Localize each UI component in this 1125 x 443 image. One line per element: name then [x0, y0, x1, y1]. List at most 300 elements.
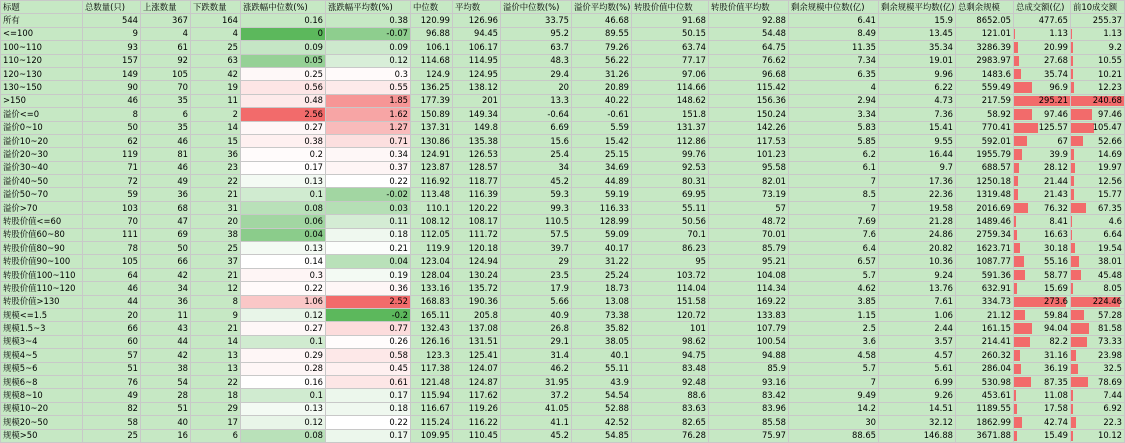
table-cell: 150.24	[709, 108, 789, 121]
heat-cell: 0.61	[326, 375, 411, 388]
table-cell: 107.79	[709, 322, 789, 335]
heat-cell: 0.12	[326, 54, 411, 67]
table-cell: 16.44	[879, 148, 956, 161]
column-header[interactable]: 总数量(只)	[83, 1, 141, 14]
table-cell: 7	[789, 175, 879, 188]
table-cell: 131.37	[632, 121, 709, 134]
bar-cell	[1071, 335, 1125, 348]
bar-value: 82.2	[1049, 336, 1068, 346]
bar-cell	[1014, 322, 1071, 335]
bar-cell	[1071, 282, 1125, 295]
table-cell: 5.7	[789, 268, 879, 281]
bar-cell	[1071, 349, 1125, 362]
column-header[interactable]: 转股价值平均数	[709, 1, 789, 14]
table-cell: 123.87	[411, 161, 453, 174]
bar-value: 78.69	[1098, 377, 1122, 387]
bar-cell	[1071, 242, 1125, 255]
volume-bar	[1071, 243, 1075, 253]
table-cell: 20.89	[572, 81, 632, 94]
bar-cell	[1071, 161, 1125, 174]
row-label: 规模5~6	[1, 362, 83, 375]
volume-bar	[1071, 149, 1074, 159]
table-cell: 133.83	[709, 308, 789, 321]
heat-cell: 0.18	[326, 228, 411, 241]
table-cell: 40.9	[501, 308, 572, 321]
table-row	[1, 175, 1125, 188]
bar-value: 94.04	[1044, 323, 1068, 333]
table-row	[1, 416, 1125, 429]
table-cell: 2.94	[789, 94, 879, 107]
table-cell: 4	[191, 27, 241, 40]
bar-value: 52.66	[1098, 136, 1122, 146]
bar-cell	[1014, 134, 1071, 147]
table-cell: 367	[141, 14, 191, 27]
table-cell: 25	[191, 41, 241, 54]
volume-bar	[1014, 176, 1018, 186]
row-label: 规模<=1.5	[1, 308, 83, 321]
heat-cell: 0.27	[241, 121, 326, 134]
table-cell: 58	[83, 416, 141, 429]
table-cell: 38.05	[572, 335, 632, 348]
table-cell: 150.89	[411, 108, 453, 121]
table-cell: 49	[83, 389, 141, 402]
table-cell: 25.24	[572, 268, 632, 281]
table-row	[1, 215, 1125, 228]
table-cell: 29	[501, 255, 572, 268]
row-label: 规模6~8	[1, 375, 83, 388]
table-cell: 31	[191, 201, 241, 214]
table-cell: 9.49	[789, 389, 879, 402]
table-cell: 6.69	[501, 121, 572, 134]
bar-value: 15.69	[1044, 283, 1068, 293]
table-cell: 41.1	[501, 416, 572, 429]
table-row	[1, 148, 1125, 161]
table-cell: 8.5	[789, 188, 879, 201]
bar-value: 6.92	[1103, 403, 1122, 413]
table-cell: 13.3	[501, 94, 572, 107]
table-cell: 112.05	[411, 228, 453, 241]
table-cell: 36	[191, 148, 241, 161]
table-cell: 57	[83, 349, 141, 362]
table-cell: 95.21	[709, 255, 789, 268]
bar-cell	[1071, 322, 1125, 335]
column-header[interactable]: 涨跌幅中位数(%)	[241, 1, 326, 14]
table-cell: 9.96	[879, 67, 956, 80]
table-cell: 59.09	[572, 228, 632, 241]
column-header[interactable]: 中位数	[411, 1, 453, 14]
column-header[interactable]: 溢价平均数(%)	[572, 1, 632, 14]
table-cell: 7	[789, 201, 879, 214]
bar-cell	[1071, 54, 1125, 67]
table-cell: 8	[191, 295, 241, 308]
table-cell: 4	[141, 27, 191, 40]
bar-value: 73.33	[1098, 336, 1122, 346]
bar-value: 38.01	[1098, 256, 1122, 266]
bar-cell	[1071, 121, 1125, 134]
table-cell: 83.42	[709, 389, 789, 402]
table-cell: 2759.34	[956, 228, 1014, 241]
table-cell: 43	[141, 322, 191, 335]
volume-bar	[1071, 230, 1072, 240]
bar-value: 10.21	[1098, 69, 1122, 79]
table-cell: 92.88	[709, 14, 789, 27]
bar-cell	[1071, 416, 1125, 429]
table-cell: 334.73	[956, 295, 1014, 308]
table-cell: 6.2	[789, 148, 879, 161]
table-cell: 2983.97	[956, 54, 1014, 67]
row-label: 转股价值<=60	[1, 215, 83, 228]
table-cell: 21	[191, 322, 241, 335]
bar-value: 10.55	[1098, 55, 1122, 65]
bar-cell	[1014, 389, 1071, 402]
table-cell: 55.11	[632, 201, 709, 214]
table-cell: 44.89	[572, 175, 632, 188]
bar-value: 7.44	[1103, 390, 1122, 400]
column-header[interactable]: 剩余规模中位数(亿)	[789, 1, 879, 14]
column-header[interactable]: 总成交额(亿)	[1014, 1, 1071, 14]
volume-bar	[1071, 82, 1074, 92]
heat-cell: 0.3	[326, 67, 411, 80]
table-cell: 168.83	[411, 295, 453, 308]
bar-cell	[1014, 81, 1071, 94]
volume-bar	[1071, 390, 1073, 400]
table-cell: 114.95	[453, 54, 501, 67]
table-row	[1, 121, 1125, 134]
table-cell: 70	[83, 215, 141, 228]
table-cell: 169.22	[709, 295, 789, 308]
table-cell: 59.3	[501, 188, 572, 201]
heat-cell: 0.11	[326, 215, 411, 228]
table-cell: 85.58	[709, 416, 789, 429]
table-cell: 260.32	[956, 349, 1014, 362]
row-label: <=100	[1, 27, 83, 40]
table-cell: 76.28	[632, 429, 709, 442]
bar-cell	[1014, 308, 1071, 321]
table-row	[1, 228, 1125, 241]
table-cell: 95	[632, 255, 709, 268]
volume-bar	[1014, 123, 1038, 133]
table-cell: 3.85	[789, 295, 879, 308]
heat-cell: 0.36	[326, 282, 411, 295]
volume-bar	[1071, 364, 1078, 374]
heat-cell: 0.19	[326, 268, 411, 281]
table-cell: 45.2	[501, 429, 572, 442]
bar-value: 273.6	[1044, 296, 1068, 306]
table-cell: 106.1	[411, 41, 453, 54]
table-cell: 7.6	[789, 228, 879, 241]
table-cell: 137.31	[411, 121, 453, 134]
table-cell: 19	[191, 81, 241, 94]
volume-bar	[1071, 283, 1073, 293]
bar-value: 14.69	[1098, 149, 1122, 159]
bar-value: 97.46	[1044, 109, 1068, 119]
volume-bar	[1071, 216, 1072, 226]
bar-value: 96.9	[1049, 82, 1068, 92]
table-cell: 4.58	[789, 349, 879, 362]
table-row	[1, 375, 1125, 388]
table-cell: 20	[501, 81, 572, 94]
volume-bar	[1071, 270, 1081, 280]
volume-bar	[1014, 256, 1024, 266]
heat-cell: 0.12	[241, 308, 326, 321]
bar-cell	[1071, 255, 1125, 268]
table-row	[1, 255, 1125, 268]
table-cell: 96.68	[709, 67, 789, 80]
table-cell: 96.88	[411, 27, 453, 40]
table-cell: 21	[191, 188, 241, 201]
table-cell: 15	[191, 134, 241, 147]
table-row	[1, 161, 1125, 174]
table-cell: 75.97	[709, 429, 789, 442]
table-cell: 116.67	[411, 402, 453, 415]
table-row	[1, 362, 1125, 375]
table-cell: 99.3	[501, 201, 572, 214]
table-cell: 113.48	[411, 188, 453, 201]
bar-cell	[1014, 121, 1071, 134]
table-cell: 106.17	[453, 41, 501, 54]
table-cell: 120.18	[453, 242, 501, 255]
heat-cell: 1.85	[326, 94, 411, 107]
table-cell: 21	[191, 268, 241, 281]
heat-cell: 0.56	[241, 81, 326, 94]
table-cell: 62	[83, 134, 141, 147]
table-cell: 46.2	[501, 362, 572, 375]
table-cell: 94.88	[709, 349, 789, 362]
table-cell: 22	[191, 375, 241, 388]
table-cell: 146.88	[879, 429, 956, 442]
table-cell: 103.72	[632, 268, 709, 281]
bar-cell	[1071, 228, 1125, 241]
bar-cell	[1014, 27, 1071, 40]
table-cell: 48.72	[709, 215, 789, 228]
table-cell: 149.8	[453, 121, 501, 134]
table-cell: 64	[83, 268, 141, 281]
table-cell: 44	[83, 295, 141, 308]
volume-bar	[1071, 163, 1075, 173]
column-header[interactable]: 转股价值中位数	[632, 1, 709, 14]
row-label: 转股价值110~120	[1, 282, 83, 295]
table-row	[1, 188, 1125, 201]
table-cell: 11	[141, 308, 191, 321]
row-label: 规模10~20	[1, 402, 83, 415]
row-label: 溢价40~50	[1, 175, 83, 188]
table-cell: 86.23	[632, 242, 709, 255]
table-cell: 29	[191, 402, 241, 415]
table-cell: 453.61	[956, 389, 1014, 402]
table-cell: 10.36	[879, 255, 956, 268]
bar-cell	[1071, 402, 1125, 415]
table-cell: 35	[141, 94, 191, 107]
table-cell: 73.19	[709, 188, 789, 201]
table-cell: 128.57	[453, 161, 501, 174]
volume-bar	[1071, 123, 1094, 133]
table-cell: 1.15	[789, 308, 879, 321]
column-header[interactable]: 标题	[1, 1, 83, 14]
table-cell: 6	[141, 108, 191, 121]
volume-bar	[1014, 350, 1020, 360]
volume-bar	[1014, 390, 1016, 400]
table-row	[1, 134, 1125, 147]
table-cell: 121.48	[411, 375, 453, 388]
bar-cell	[1014, 215, 1071, 228]
table-cell: 40	[141, 416, 191, 429]
volume-bar	[1014, 310, 1025, 320]
table-cell: 95.2	[501, 27, 572, 40]
column-header[interactable]: 涨跌幅平均数(%)	[326, 1, 411, 14]
table-cell: 114.66	[632, 81, 709, 94]
table-cell: 201	[453, 94, 501, 107]
table-cell: 161.15	[956, 322, 1014, 335]
heat-cell: 0.26	[326, 335, 411, 348]
table-cell: 108.12	[411, 215, 453, 228]
heat-cell: 0.71	[326, 134, 411, 147]
row-label: 溢价<=0	[1, 108, 83, 121]
table-cell: 98.62	[632, 335, 709, 348]
column-header[interactable]: 平均数	[453, 1, 501, 14]
table-cell: 8.49	[789, 27, 879, 40]
table-cell: -0.64	[501, 108, 572, 121]
table-cell: 138.12	[453, 81, 501, 94]
table-cell: 40.17	[572, 242, 632, 255]
table-cell: 54.54	[572, 389, 632, 402]
table-cell: 51	[141, 402, 191, 415]
heat-cell: 0.48	[241, 94, 326, 107]
bar-cell	[1014, 375, 1071, 388]
volume-bar	[1071, 431, 1073, 441]
table-cell: 151.8	[632, 108, 709, 121]
volume-bar	[1071, 323, 1089, 333]
table-cell: 42	[191, 67, 241, 80]
heat-cell: 0.17	[326, 389, 411, 402]
column-header[interactable]: 前10成交额	[1071, 1, 1125, 14]
table-cell: 1087.77	[956, 255, 1014, 268]
table-cell: 14.51	[879, 402, 956, 415]
table-cell: 8652.05	[956, 14, 1014, 27]
heat-cell: 0.38	[241, 134, 326, 147]
heat-cell: -0.02	[326, 188, 411, 201]
table-cell: 5.59	[572, 121, 632, 134]
heat-cell: 0.28	[241, 362, 326, 375]
table-cell: 59.19	[572, 188, 632, 201]
table-cell: 131.51	[453, 335, 501, 348]
table-cell: 1319.48	[956, 188, 1014, 201]
bar-cell	[1014, 54, 1071, 67]
table-row	[1, 41, 1125, 54]
heat-cell: 0.14	[241, 255, 326, 268]
table-cell: 37.2	[501, 389, 572, 402]
table-cell: 217.59	[956, 94, 1014, 107]
bar-value: 4.6	[1109, 216, 1122, 226]
table-cell: 46.68	[572, 14, 632, 27]
table-cell: 40.1	[572, 349, 632, 362]
table-cell: 1483.6	[956, 67, 1014, 80]
row-label: 转股价值>130	[1, 295, 83, 308]
column-header[interactable]: 上涨数量	[141, 1, 191, 14]
heat-cell: 0.08	[241, 201, 326, 214]
table-cell: 6.41	[789, 14, 879, 27]
table-cell: 13	[191, 349, 241, 362]
bar-cell	[1014, 255, 1071, 268]
table-cell: 124.87	[453, 375, 501, 388]
table-cell: 50.15	[632, 27, 709, 40]
table-cell: 40.22	[572, 94, 632, 107]
table-cell: 70.1	[632, 228, 709, 241]
column-header[interactable]: 溢价中位数(%)	[501, 1, 572, 14]
table-cell: 126.96	[453, 14, 501, 27]
table-cell: 3.57	[879, 335, 956, 348]
table-cell: 0.16	[241, 14, 326, 27]
table-cell: 116.39	[453, 188, 501, 201]
table-cell: 770.41	[956, 121, 1014, 134]
table-cell: 42.52	[572, 416, 632, 429]
table-cell: 83.63	[632, 402, 709, 415]
table-cell: 125.41	[453, 349, 501, 362]
table-body	[1, 14, 1125, 443]
row-label: 溢价20~30	[1, 148, 83, 161]
table-cell: 50.56	[632, 215, 709, 228]
table-cell: 109.95	[411, 429, 453, 442]
table-cell: 76	[83, 375, 141, 388]
volume-bar	[1014, 189, 1018, 199]
heat-cell: 0.29	[241, 349, 326, 362]
bar-value: 19.97	[1098, 162, 1122, 172]
table-cell: 117.62	[453, 389, 501, 402]
table-cell: 35.34	[879, 41, 956, 54]
bar-value: 125.57	[1039, 122, 1068, 132]
heat-cell: 2.56	[241, 108, 326, 121]
table-cell: 92	[141, 54, 191, 67]
table-cell: 72	[83, 175, 141, 188]
table-cell: 54.48	[709, 27, 789, 40]
table-cell: 130.86	[411, 134, 453, 147]
table-cell: 126.16	[411, 335, 453, 348]
table-cell: 156.36	[709, 94, 789, 107]
bar-cell	[1071, 108, 1125, 121]
heat-cell: 0.45	[326, 362, 411, 375]
table-cell: 59	[83, 188, 141, 201]
bar-value: 59.84	[1044, 310, 1068, 320]
table-cell: 9.26	[879, 389, 956, 402]
table-cell: 49	[141, 175, 191, 188]
table-cell: 6.1	[789, 161, 879, 174]
row-label: 规模>50	[1, 429, 83, 442]
table-cell: 130.24	[453, 268, 501, 281]
heat-cell: 0.13	[241, 175, 326, 188]
table-cell: 124.94	[453, 255, 501, 268]
column-header[interactable]: 总剩余规模	[956, 1, 1014, 14]
row-label: 所有	[1, 14, 83, 27]
table-cell: 120.72	[632, 308, 709, 321]
table-cell: 13.45	[879, 27, 956, 40]
column-header[interactable]: 剩余规模平均数(亿)	[879, 1, 956, 14]
table-cell: 14	[191, 335, 241, 348]
volume-bar	[1071, 310, 1084, 320]
table-row	[1, 335, 1125, 348]
row-label: 130~150	[1, 81, 83, 94]
table-cell: 85.79	[709, 242, 789, 255]
bar-value: 105.47	[1093, 122, 1122, 132]
table-cell: 7.36	[879, 108, 956, 121]
table-cell: 101	[632, 322, 709, 335]
volume-bar	[1014, 69, 1021, 79]
heat-cell: 0.37	[326, 161, 411, 174]
column-header[interactable]: 下跌数量	[191, 1, 241, 14]
bar-cell	[1014, 335, 1071, 348]
table-cell: 92.53	[632, 161, 709, 174]
table-cell: 111	[83, 228, 141, 241]
table-cell: 115.42	[709, 81, 789, 94]
bar-value: 8.41	[1049, 216, 1068, 226]
